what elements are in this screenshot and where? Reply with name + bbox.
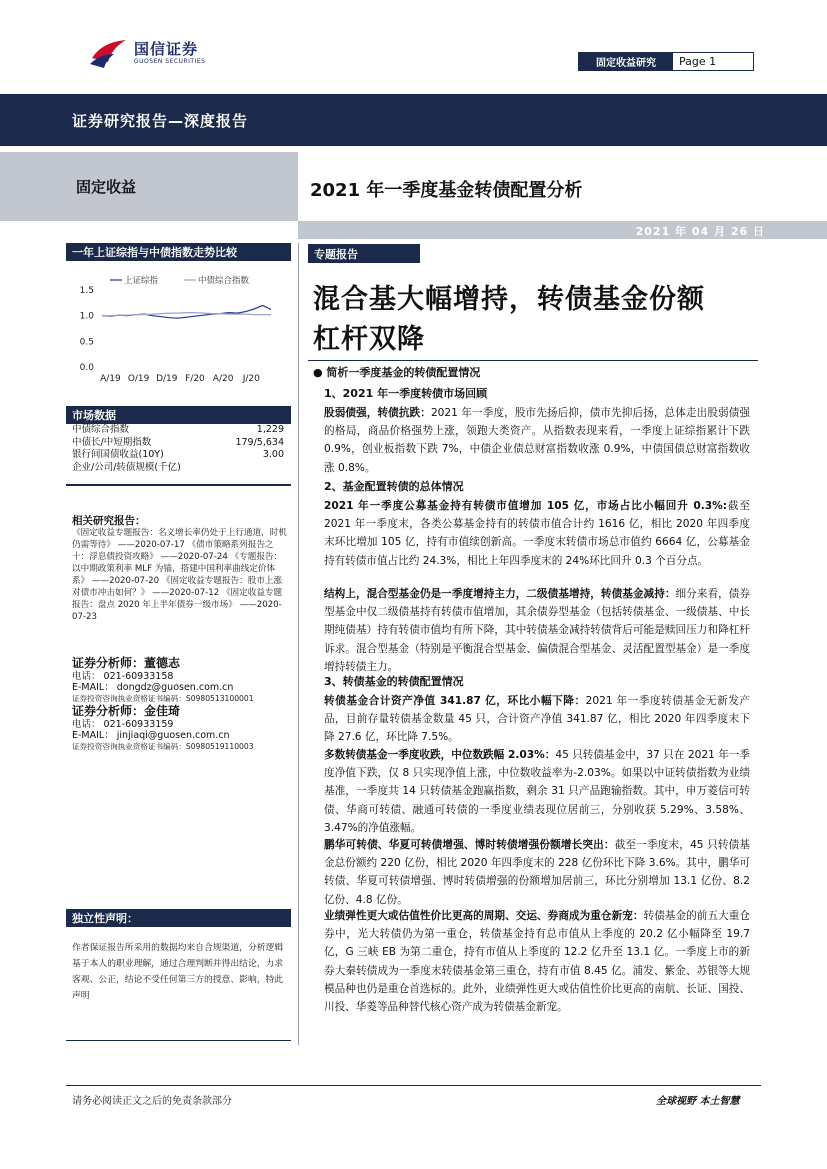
index-trend-chart [66,270,291,388]
footer-disclaimer: 请务必阅读正文之后的免责条款部分 [72,1096,232,1107]
report-title: 2021 年一季度基金转债配置分析 [310,180,583,201]
market-row [72,424,284,437]
analyst-name: 证券分析师：董德志 [72,656,181,670]
analyst-cert: 证券投资咨询执业资格证书编码：S0980513100001 [72,694,254,703]
paragraph [324,692,750,747]
y-tick-label: 1.5 [79,286,94,296]
section-title: 2、基金配置转债的总体情况 [324,480,464,493]
legend-label: 上证综指 [124,276,159,286]
guosen-logo-icon [88,36,130,70]
analyst-card [72,654,287,704]
x-tick-label: F/20 [185,374,205,384]
title-band [298,152,827,221]
independence-divider [66,1040,291,1041]
independence-title: 独立性声明： [66,909,291,927]
paragraph-text: 截至 2021 年一季度末，各类公募基金持有的转债市值合计约 1616 亿，相比 2020 年四季度末环比增加 105 亿，持有市值续创新高。一季度末转债市场总市值约 6664 亿，公募基金持有转债市值占比约 24.3%，相比上年四季度末的 24%环比回升 0.3 个百分点。 [324,500,751,567]
market-divider [66,484,291,486]
summary-title: ● 简析一季度基金的转债配置情况 [313,366,481,379]
report-tag: 专题报告 [308,244,420,263]
paragraph-text: 转债基金的前五大重仓券中，光大转债仍为第一重仓，转债基金持有总市值从上季度的 20.2 亿小幅降至 19.7 亿，G 三峡 EB 为第二重仓，持有市值从上季度的 12.2 亿升至 13.1 亿。一季度上市的新券大秦转债成为一季度末转债基金第三重仓，持有市值 8.45 亿。浦发、紫金、苏银等大规模品种也仍是重仓首选标的。此外，业绩弹性更大或估值性价比更高的南航、长证、国投、川投、华菱等品种替代核心资产成为转债基金新宠。 [324,910,751,1014]
market-label: 中债综合指数 [72,424,130,435]
header-section-box [578,52,754,71]
paragraph [324,836,750,909]
paragraph [324,497,750,570]
paragraph-lead: 转债基金合计资产净值 341.87 亿，环比小幅下降： [324,695,586,707]
market-value: 179/5,634 [235,436,284,448]
x-tick-label: O/19 [127,374,150,384]
legend-label: 中债综合指数 [198,276,250,286]
paragraph-text: 2021 年一季度，股市先扬后抑，债市先抑后扬，总体走出股弱债强的格局，商品价格强势上涨，领跑大类资产。从指数表现来看，一季度上证综指累计下跌 0.9%，创业板指数下跌 7%，中债企业债总财富指数收涨 0.9%，中债国债总财富指数收涨 0.8%。 [324,407,750,474]
paragraph-lead: 2021 年一季度公募基金持有转债市值增加 105 亿，市场占比小幅回升 0.3%: [324,500,727,512]
market-label: 银行间国债收益(10Y) [72,449,164,460]
paragraph-text: 细分来看，债券型基金中仅二级债基持有转债市值增加，其余债券型基金（包括转债基金、一级债基、中长期纯债基）持有转债市值均有所下降，其中转债基金减持转债背后可能是赎回压力和降杠杆诉求。混合型基金（特别是平衡混合型基金、偏债混合型基金、灵活配置型基金）是一季度增持转债主力。 [324,588,751,673]
market-row [72,462,284,475]
analyst-email[interactable]: E-MAIL： dongdz@guosen.com.cn [72,682,234,693]
y-tick-label: 0.0 [79,363,94,373]
paragraph-lead: 业绩弹性更大或估值性价比更高的周期、交运、券商成为重仓新宠： [324,910,644,922]
x-tick-label: A/20 [212,374,234,384]
related-title: 相关研究报告： [72,515,146,527]
headline [313,280,763,360]
market-title-bar [66,406,291,424]
paragraph-lead: 股弱债强，转债抗跌： [324,407,431,419]
report-type-band [0,94,827,146]
paragraph-lead: 多数转债基金一季度收跌，中位数跌幅 2.03%： [324,749,556,761]
report-category: 固定收益 [76,178,137,196]
analyst-cert: 证券投资咨询执业资格证书编码：S0980519110003 [72,742,254,751]
headline-line-1: 混合基大幅增持，转债基金份额 [313,284,705,315]
header-section: 固定收益研究 [579,53,673,70]
analyst-email[interactable]: E-MAIL： jinjiaqi@guosen.com.cn [72,730,230,741]
market-value: 1,229 [256,424,284,435]
analyst-name: 证券分析师：金佳琦 [72,704,181,718]
series-line [102,305,271,318]
analyst-phone: 电话： 021-60933159 [72,719,174,730]
brand-logo [88,36,228,72]
category-band [0,152,298,221]
paragraph-lead: 结构上，混合型基金仍是一季度增持主力，二级债基增持，转债基金减持： [324,588,676,600]
x-tick-label: J/20 [242,374,260,384]
market-row [72,437,284,450]
paragraph [324,585,750,676]
column-divider [298,243,299,1045]
paragraph [324,746,750,837]
series-line [102,313,271,316]
section-title: 1、2021 年一季度转债市场回顾 [324,387,488,400]
independence-text: 作者保证报告所采用的数据均来自合规渠道，分析逻辑基于本人的职业理解，通过合理判断并得出结论，力求客观、公正，结论不受任何第三方的授意、影响，特此声明 [72,943,284,1001]
date-bar [298,221,827,239]
paragraph-text: 截至一季度末，45 只转债基金总份额约 220 亿份，相比 2020 年四季度末的 228 亿份环比下降 3.6%。其中，鹏华可转债、华夏可转债增强、博时转债增强的份额增加居前三，环比分别增加 13.1 亿份、8.2 亿份、4.8 亿份。 [324,839,750,906]
market-title: 市场数据 [66,406,291,424]
analyst-card [72,702,287,752]
related-reports: 《固定收益专题报告：名义增长率仍处于上行通道，时机仍需等待》 ——2020-07-17 《债市策略系列报告之十：浮息债投资攻略》 ——2020-07-24 《专题报告：以中期政策利率 MLF 为锚，搭建中国利率曲线定价体系》 ——2020-07-20 《固定收益专题报告：股市上涨对债市冲击如何？》 ——2020-07-12 《固定收益专题报告：盘点 2020 年上半年债券一级市场》 ——2020-07-23 [72,528,287,622]
y-tick-label: 1.0 [79,311,94,322]
market-table [72,424,284,474]
market-label: 企业/公司/转债规模(千亿) [72,461,181,473]
analyst-phone: 电话： 021-60933158 [72,671,174,682]
x-tick-label: A/19 [100,374,121,384]
paragraph-text: 45 只转债基金中，37 只在 2021 年一季度净值下跌，仅 8 只实现净值上涨，中位数收益率为-2.03%。如果以中证转债指数为业绩基准，一季度共 14 只转债基金跑赢指数，剩余 31 只产品跑输指数。其中，申万菱信可转债、华商可转债、融通可转债的一季度业绩表现位居前三，分别收获 5.29%、3.58%、3.47%的净值涨幅。 [324,749,750,834]
report-date: 2021 年 04 月 26 日 [635,225,765,238]
brand-name-cn: 国信证券 [134,40,199,58]
chart-svg [66,270,291,388]
chart-title: 一年上证综指与中债指数走势比较 [66,243,291,261]
paragraph [324,404,750,477]
market-label: 中债长/中短期指数 [72,436,152,448]
y-tick-label: 0.5 [79,337,94,348]
paragraph-lead: 鹏华可转债、华夏可转债增强、博时转债增强份额增长突出： [324,839,615,851]
section-title: 3、转债基金的转债配置情况 [324,675,464,688]
headline-line-2: 杠杆双降 [313,324,425,355]
paragraph-text: 2021 年一季度转债基金无新发产品，目前存量转债基金数量 45 只，合计资产净值 341.87 亿，相比 2020 年四季度末下降 27.6 亿，环比降 7.5%。 [324,695,751,744]
chart-title-bar [66,243,291,261]
market-row [72,449,284,462]
x-tick-label: D/19 [156,374,178,384]
independence-title-bar [66,909,291,927]
headline-divider [308,360,758,361]
footer-slogan: 全球视野 本土智慧 [656,1096,740,1107]
paragraph [324,907,750,1016]
brand-name-en: GUOSEN SECURITIES [134,58,206,65]
footer-divider [66,1085,761,1086]
header-page: Page 1 [679,55,717,68]
market-value: 3.00 [262,449,284,460]
report-type: 证券研究报告—深度报告 [72,112,249,130]
